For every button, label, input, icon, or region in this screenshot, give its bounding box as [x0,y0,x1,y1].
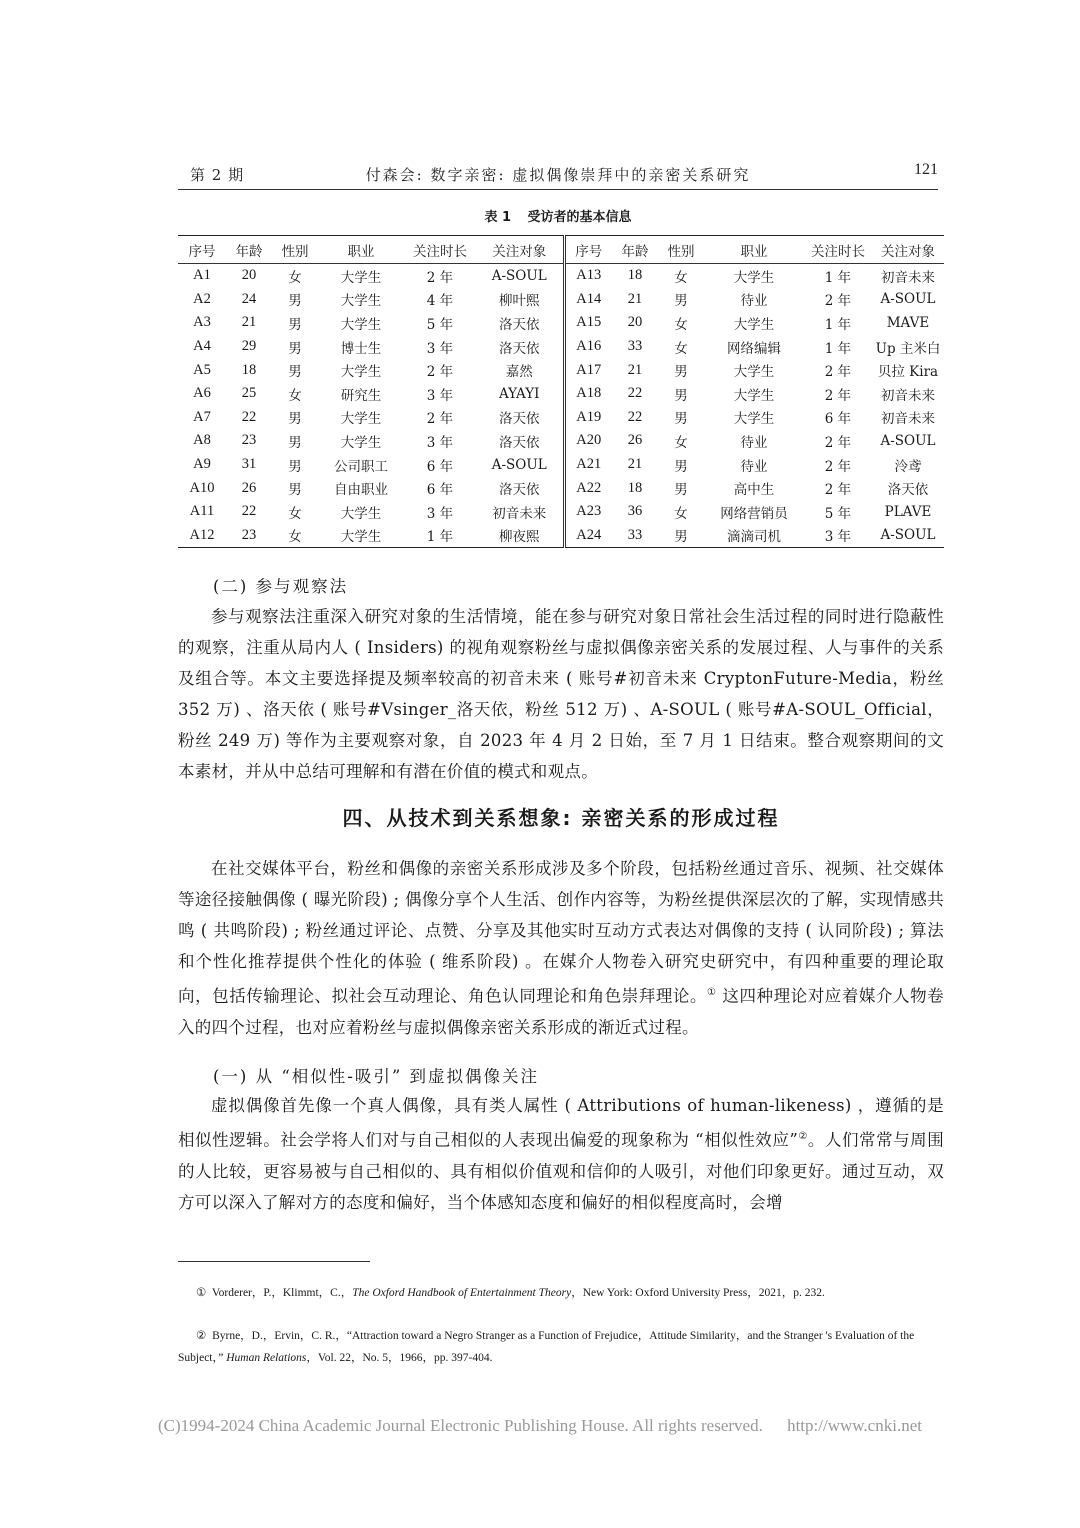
table-cell: 自由职业 [334,482,388,499]
table-cell: 1 年 [426,529,454,546]
paragraph-text: 。人们常常与周围的人比较，更容易被与自己相似的、具有相似价值观和信仰的人吸引，对他们印象更好。通过互动，双方可以深入了解对方的态度和偏好，当个体感知态度和偏好的相似程度高时，会增 [178,1130,945,1212]
table-cell: 滴滴司机 [727,529,781,546]
paragraph-text: 虚拟偶像首先像一个真人偶像，具有类人属性 ( Attributions of human-likeness) ，遵循的是相似性逻辑。社会学将人们对与自己相似的人表现出偏爱的现象称为 “相似性效应” [178,1096,944,1150]
table-row [178,453,944,477]
col-header: 关注时长 [804,236,872,264]
subheading-participant-observation: (二) 参与观察法 [213,577,349,596]
paragraph-text: 在社交媒体平台，粉丝和偶像的亲密关系形成涉及多个阶段，包括粉丝通过音乐、视频、社交媒体等途径接触偶像 ( 曝光阶段) ; 偶像分享个人生活、创作内容等，为粉丝提供深层次的了解，实现情感共鸣 ( 共鸣阶段) ; 粉丝通过评论、点赞、分享及其他实时互动方式表达对偶像的支持 ( 认同阶段) ; 算法和个性化推荐提供个性化的体验 ( 维系阶段) 。在媒介人物卷入研究史研究中，有四种重要的理论取向，包括传输理论、拟社会互动理论、角色认同理论和角色崇拜理论。 [178,859,944,1006]
table-cell: 2 年 [824,482,852,499]
table-cell: 洛天依 [476,335,564,359]
table-cell: 公司职工 [334,458,388,475]
table-cell: A15 [576,314,602,331]
table-cell: 2 年 [824,293,852,310]
table-cell: 女 [288,529,302,546]
table-cell: 博士生 [340,340,382,357]
footnote-text: ，Vol. 22，No. 5，1966，pp. 397-404. [306,1352,493,1364]
table-cell: 男 [288,458,302,475]
table-cell: 大学生 [733,387,775,404]
header-rule [178,189,938,190]
col-header: 年龄 [612,236,658,264]
table-cell: 18 [627,479,643,496]
table-cell: 待业 [740,458,768,475]
table-cell: 初音未来 [476,500,564,524]
running-header [178,161,938,187]
table-cell: 男 [288,411,302,428]
table-cell: 23 [241,432,257,449]
table-cell: A5 [193,361,211,378]
table-cell: 洛天依 [476,406,564,430]
table-cell: 29 [241,338,257,355]
col-header: 性别 [658,236,704,264]
table-cell: 22 [241,408,257,425]
table-cell: 2 年 [824,387,852,404]
table-cell: 31 [241,456,257,473]
footnote-text: Vorderer，P.，Klimmt，C.， [211,1287,353,1299]
table-cell: A6 [193,385,211,402]
table-cell: 26 [241,479,257,496]
footnote-ref-2[interactable]: ② [798,1131,808,1142]
table-header-row [178,236,944,264]
table-cell: 洛天依 [887,482,929,499]
table-cell: 4 年 [426,293,454,310]
table-cell: 1 年 [824,316,852,333]
table-cell: 初音未来 [881,387,935,404]
respondent-table [178,235,944,548]
table-cell: 3 年 [426,434,454,451]
table-row [178,406,944,430]
copyright-line [0,1416,1080,1436]
table-cell: 男 [288,316,302,333]
table-row [178,288,944,312]
col-header: 关注时长 [404,236,476,264]
table-cell: 待业 [740,293,768,310]
table-cell: 20 [241,267,257,284]
col-header: 年龄 [226,236,272,264]
paragraph-text: 这四种理论对应着媒介人物卷入的四个过程，也对应着粉丝与虚拟偶像亲密关系形成的渐近式过程。 [178,986,944,1037]
table-cell: 大学生 [340,364,382,381]
table-cell: 男 [288,340,302,357]
table-cell: 初音未来 [881,411,935,428]
subheading-similarity-attraction: (一) 从 “相似性-吸引” 到虚拟偶像关注 [213,1067,540,1086]
table-cell: 洛天依 [476,311,564,335]
footnote-ref-1[interactable]: ① [707,987,717,998]
copyright-text: (C)1994-2024 China Academic Journal Electronic Publishing House. All rights reserved. [158,1416,763,1435]
table-row [178,264,944,288]
table-row [178,311,944,335]
table-cell: A-SOUL [476,264,564,288]
table-cell: 2 年 [426,411,454,428]
table-row [178,358,944,382]
table-cell: A13 [576,267,602,284]
table-cell: PLAVE [884,503,932,520]
table-cell: A8 [193,432,211,449]
col-header: 关注对象 [476,236,564,264]
table-cell: 男 [288,434,302,451]
table-cell: A2 [193,290,211,307]
col-header: 序号 [564,236,612,264]
table-cell: A-SOUL [880,527,936,544]
table-cell: 女 [674,505,688,522]
table-row [178,476,944,500]
table-cell: 5 年 [426,316,454,333]
footnote-1 [178,1282,944,1304]
table-cell: 贝拉 Kira [877,364,939,381]
table-cell: A24 [576,526,602,543]
table-row [178,500,944,524]
table-cell: 25 [241,385,257,402]
page-number: 121 [914,161,938,178]
footnote-text: ，New York: Oxford University Press，2021，p. 232. [571,1287,825,1299]
paragraph-participant-observation: 参与观察法注重深入研究对象的生活情境，能在参与研究对象日常社会生活过程的同时进行隐蔽性的观察，注重从局内人 ( Insiders) 的视角观察粉丝与虚拟偶像亲密关系的发展过程、人与事件的关系及组合等。本文主要选择提及频率较高的初音未来 ( 账号#初音未来 CryptonFuture-Media，粉丝 352 万) 、洛天依 ( 账号#Vsinger_洛天依，粉丝 512 万) 、A-SOUL ( 账号#A-SOUL_Official，粉丝 249 万) 等作为主要观察对象，自 2023 年 4 月 2 日始，至 7 月 1 日结束。整合观察期间的文本素材，并从中总结可理解和有潜在价值的模式和观点。 [178,607,944,781]
table-cell: 2 年 [824,458,852,475]
table-cell: 大学生 [733,269,775,286]
table-cell: 26 [627,432,643,449]
table-cell: MAVE [886,314,930,331]
running-title: 付森会: 数字亲密: 虚拟偶像崇拜中的亲密关系研究 [365,166,751,184]
table-cell: 2 年 [426,364,454,381]
table-cell: A16 [576,338,602,355]
table-cell: 2 年 [824,434,852,451]
section-title: 四、从技术到关系想象: 亲密关系的形成过程 [342,806,780,830]
table-cell: 大学生 [340,269,382,286]
table-cell: 5 年 [824,505,852,522]
table-cell: A10 [189,479,215,496]
footnote-title: The Oxford Handbook of Entertainment Theory [352,1287,572,1299]
table-cell: 男 [288,364,302,381]
table-cell: A-SOUL [476,453,564,477]
table-cell: 研究生 [340,387,382,404]
table-cell: 女 [288,387,302,404]
table-cell: A22 [576,479,602,496]
table-cell: 女 [674,269,688,286]
col-header: 职业 [704,236,804,264]
issue-number: 第 2 期 [190,166,245,184]
table-cell: 柳夜熙 [476,524,564,548]
table-cell: 22 [241,503,257,520]
table-cell: 23 [241,526,257,543]
table-cell: 男 [674,482,688,499]
table-cell: AYAYI [476,382,564,406]
table-cell: 2 年 [426,269,454,286]
table-cell: 泠鸢 [894,458,922,475]
table-cell: 洛天依 [476,429,564,453]
table-cell: A18 [576,385,602,402]
table-cell: A9 [193,456,211,473]
table-cell: A1 [193,267,211,284]
col-header: 序号 [178,236,226,264]
table-cell: 36 [627,503,643,520]
table-cell: 大学生 [340,293,382,310]
table-cell: 柳叶熙 [476,288,564,312]
table-cell: 大学生 [733,316,775,333]
table-cell: 大学生 [733,364,775,381]
table-cell: 21 [241,314,257,331]
table-cell: 21 [627,361,643,378]
table-cell: 33 [627,526,643,543]
table-cell: 1 年 [824,340,852,357]
table-row [178,524,944,548]
table-cell: A4 [193,338,211,355]
footnote-mark: ① [196,1287,207,1299]
table-cell: 男 [288,482,302,499]
table-cell: A11 [189,503,215,520]
col-header: 职业 [318,236,404,264]
table-cell: A-SOUL [880,432,936,449]
table-body [178,264,944,548]
table-caption [178,206,938,225]
table-cell: 男 [674,529,688,546]
table-cell: 6 年 [426,482,454,499]
table-label: 表 1 [484,210,512,225]
table-row [178,429,944,453]
table-cell: 待业 [740,434,768,451]
table-cell: 22 [627,385,643,402]
table-cell: 3 年 [426,340,454,357]
table-cell: 18 [627,267,643,284]
table-cell: Up 主米白 [875,340,941,357]
table-cell: 男 [288,293,302,310]
table-cell: A21 [576,456,602,473]
table-cell: 网络编辑 [727,340,781,357]
table-cell: 大学生 [340,505,382,522]
table-cell: 21 [627,456,643,473]
table-cell: 大学生 [340,316,382,333]
paragraph-formation-stages [178,853,944,1043]
table-cell: 24 [241,290,257,307]
table-cell: 6 年 [824,411,852,428]
col-header: 性别 [272,236,318,264]
table-cell: A20 [576,432,602,449]
table-cell: A3 [193,314,211,331]
table-cell: 大学生 [340,434,382,451]
table-cell: 男 [674,458,688,475]
table-cell: 初音未来 [881,269,935,286]
table-cell: A17 [576,361,602,378]
table-cell: 男 [674,411,688,428]
table-cell: 1 年 [824,269,852,286]
table-cell: 男 [674,293,688,310]
table-cell: 女 [674,434,688,451]
footnote-text: Byrne，D.，Ervin，C. R.，“Attraction toward a Negro Stranger as a Function of Frejudice，Attitude Similarity，and the Stranger 's Evaluation of the Subject，” [178,1330,915,1364]
table-cell: 大学生 [733,411,775,428]
table-cell: A14 [576,290,602,307]
table-cell: A7 [193,408,211,425]
table-cell: 男 [674,387,688,404]
table-cell: A23 [576,503,602,520]
table-cell: 3 年 [426,387,454,404]
table-cell: 33 [627,338,643,355]
table-cell: 22 [627,408,643,425]
table-cell: 大学生 [340,411,382,428]
table-cell: 21 [627,290,643,307]
footnote-rule [178,1261,370,1262]
table-cell: 3 年 [824,529,852,546]
footnote-mark: ② [196,1330,207,1342]
table-cell: 女 [674,316,688,333]
table-cell: A-SOUL [880,291,936,308]
table-cell: 洛天依 [476,476,564,500]
table-cell: 6 年 [426,458,454,475]
table-cell: 女 [674,340,688,357]
table-title: 受访者的基本信息 [527,210,632,225]
footnote-2 [178,1325,944,1369]
table-cell: A19 [576,408,602,425]
table-cell: 2 年 [824,364,852,381]
footnote-title: Human Relations [226,1352,307,1364]
cnki-link[interactable]: http://www.cnki.net [787,1416,922,1435]
col-header: 关注对象 [872,236,944,264]
paragraph-similarity [178,1090,944,1218]
table-cell: A12 [189,526,215,543]
table-cell: 男 [674,364,688,381]
table-cell: 高中生 [733,482,775,499]
table-cell: 嘉然 [476,358,564,382]
table-cell: 3 年 [426,505,454,522]
table-row [178,382,944,406]
table-cell: 大学生 [340,529,382,546]
table-cell: 女 [288,269,302,286]
table-cell: 女 [288,505,302,522]
table-cell: 20 [627,314,643,331]
table-cell: 18 [241,361,257,378]
table-cell: 网络营销员 [720,505,788,522]
table-row [178,335,944,359]
